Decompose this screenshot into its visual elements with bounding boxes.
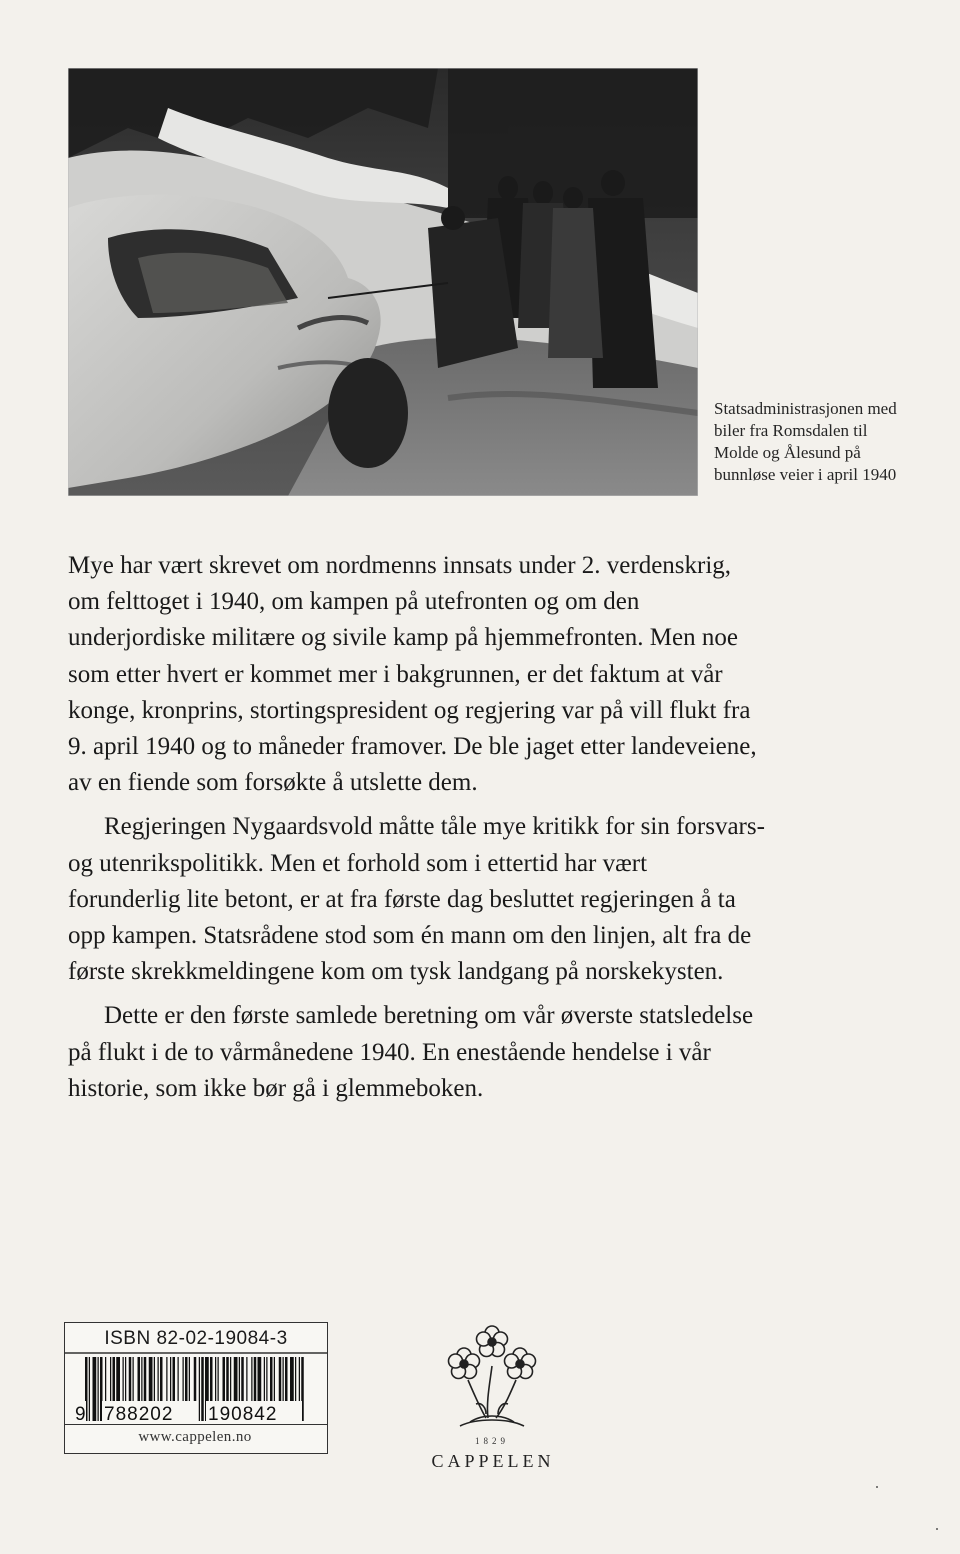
speck: [876, 1486, 878, 1488]
cover-photo-image: [68, 68, 698, 496]
caption-line: Molde og Ålesund på: [714, 443, 861, 462]
three-flowers-logo-icon: [446, 1322, 538, 1432]
cover-photo: [68, 68, 698, 496]
barcode-digit-first: 9: [75, 1404, 86, 1423]
text-line: om felttoget i 1940, om kampen på utefronten og om den: [68, 588, 640, 616]
paragraph-3: [68, 998, 948, 1107]
paragraph-2: [68, 809, 948, 990]
text-line: Dette er den første samlede beretning om vår øverste statsledelse: [104, 1002, 754, 1030]
caption-line: Statsadministrasjonen med: [714, 399, 897, 418]
publisher-year: 1829: [475, 1436, 509, 1446]
paragraph-1: [68, 548, 948, 801]
photo-caption: [714, 398, 954, 486]
text-line: av en fiende som forsøkte å utslette dem.: [68, 769, 478, 797]
text-line: forunderlig lite betont, er at fra første dag besluttet regjeringen å ta: [68, 885, 736, 913]
text-line: og utenrikspolitikk. Men et forhold som i ettertid har vært: [68, 849, 648, 877]
text-line: som etter hvert er kommet mer i bakgrunnen, er det faktum at vår: [68, 660, 723, 688]
text-line: historie, som ikke bør gå i glemmeboken.: [68, 1074, 484, 1102]
publisher-url: www.cappelen.no: [138, 1429, 252, 1445]
text-line: konge, kronprins, stortingspresident og regjering var på vill flukt fra: [68, 696, 751, 724]
barcode-bar: [93, 1357, 97, 1421]
barcode-digits-left: 788202: [104, 1404, 174, 1423]
divider: [64, 1424, 328, 1425]
barcode-digits-right: 190842: [208, 1404, 278, 1423]
text-line: 9. april 1940 og to måneder framover. De ble jaget etter landeveiene,: [68, 733, 757, 761]
publisher-name: CAPPELEN: [431, 1451, 555, 1471]
caption-line: biler fra Romsdalen til: [714, 421, 868, 440]
text-line: første skrekkmeldingene kom om tysk landgang på norskekysten.: [68, 958, 724, 986]
barcode-icon: [65, 1323, 327, 1423]
text-line: opp kampen. Statsrådene stod som én mann om den linjen, alt fra de: [68, 922, 752, 950]
speck: [936, 1528, 938, 1530]
barcode-bar: [89, 1357, 90, 1421]
blurb-text: [68, 548, 948, 1115]
isbn-number: ISBN 82-02-19084-3: [104, 1328, 288, 1349]
barcode-bar: [199, 1357, 200, 1421]
barcode-bar: [98, 1357, 99, 1421]
barcode-bar: [201, 1357, 204, 1421]
text-line: Mye har vært skrevet om nordmenns innsats under 2. verdenskrig,: [68, 552, 732, 579]
text-line: på flukt i de to vårmånedene 1940. En enestående hendelse i vår: [68, 1038, 711, 1066]
caption-line: bunnløse veier i april 1940: [714, 465, 897, 484]
text-line: Regjeringen Nygaardsvold måtte tåle mye kritikk for sin forsvars-: [104, 813, 765, 841]
text-line: underjordiske militære og sivile kamp på hjemmefronten. Men noe: [68, 624, 738, 652]
